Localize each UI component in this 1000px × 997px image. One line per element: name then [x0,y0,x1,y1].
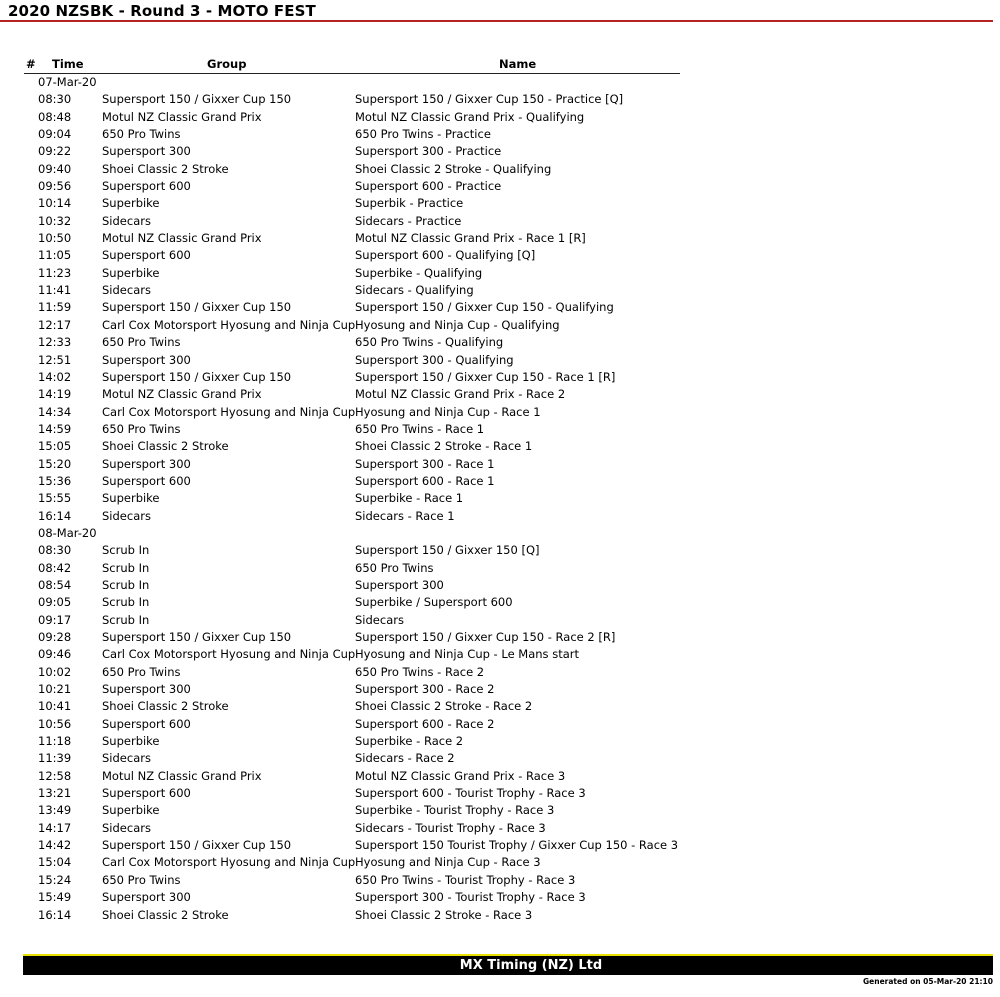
session-row [0,352,1000,369]
date-row [0,525,1000,542]
session-row [0,854,1000,871]
session-row [0,299,1000,316]
session-name: Shoei Classic 2 Stroke - Race 1 [355,439,533,454]
session-time: 13:21 [38,786,72,801]
date-row [0,74,1000,91]
session-name: Supersport 300 - Race 2 [355,682,495,697]
session-name: Hyosung and Ninja Cup - Le Mans start [355,647,579,662]
session-time: 08:30 [38,92,72,107]
session-time: 11:39 [38,751,72,766]
session-name: Hyosung and Ninja Cup - Race 3 [355,855,541,870]
session-time: 10:50 [38,231,72,246]
session-row [0,421,1000,438]
session-row [0,178,1000,195]
session-row [0,577,1000,594]
session-name: Superbike - Qualifying [355,265,483,280]
session-time: 15:20 [38,456,72,471]
session-name: Hyosung and Ninja Cup - Race 1 [355,404,541,419]
schedule-table [0,56,1000,922]
session-name: Motul NZ Classic Grand Prix - Qualifying [355,109,585,124]
session-name: Superbike - Tourist Trophy - Race 3 [355,803,555,818]
session-name: Supersport 150 Tourist Trophy / Gixxer Cup 150 - Race 3 [355,838,679,853]
session-row [0,594,1000,611]
session-time: 10:56 [38,716,72,731]
date-label: 08-Mar-20 [38,525,97,540]
session-time: 10:21 [38,682,72,697]
session-row [0,213,1000,230]
session-name: 650 Pro Twins [355,560,434,575]
session-name: Supersport 300 - Qualifying [355,352,514,367]
session-group: Motul NZ Classic Grand Prix [102,109,262,124]
session-time: 11:41 [38,283,72,298]
session-row [0,143,1000,160]
session-group: Shoei Classic 2 Stroke [102,161,229,176]
session-name: Sidecars [355,612,404,627]
session-time: 09:46 [38,647,72,662]
session-name: Sidecars - Tourist Trophy - Race 3 [355,820,546,835]
session-row [0,508,1000,525]
session-row [0,195,1000,212]
session-row [0,230,1000,247]
session-row [0,837,1000,854]
session-group: Superbike [102,491,160,506]
session-row [0,768,1000,785]
session-group: Superbike [102,734,160,749]
session-time: 09:22 [38,144,72,159]
session-row [0,247,1000,264]
session-name: Supersport 600 - Practice [355,179,502,194]
session-name: 650 Pro Twins - Race 1 [355,421,485,436]
session-row [0,646,1000,663]
session-time: 10:41 [38,699,72,714]
session-time: 14:59 [38,421,72,436]
session-group: Supersport 600 [102,473,191,488]
session-time: 11:18 [38,734,72,749]
session-row [0,629,1000,646]
session-name: Supersport 150 / Gixxer Cup 150 - Race 2 [R] [355,630,616,644]
session-group: Motul NZ Classic Grand Prix [102,387,262,402]
session-name: Hyosung and Ninja Cup - Qualifying [355,317,560,332]
session-time: 15:49 [38,890,72,905]
session-row [0,907,1000,924]
session-group: Supersport 600 [102,786,191,801]
session-name: 650 Pro Twins - Race 2 [355,664,485,679]
session-time: 10:32 [38,213,72,228]
session-group: Carl Cox Motorsport Hyosung and Ninja Cup [102,647,356,662]
session-time: 15:55 [38,491,72,506]
session-group: Supersport 150 / Gixxer Cup 150 [102,92,292,107]
session-name: Supersport 150 / Gixxer Cup 150 - Race 1 [R] [355,369,616,384]
session-time: 16:14 [38,508,72,523]
session-group: Supersport 300 [102,352,191,367]
table-header [0,56,1000,73]
session-row [0,91,1000,108]
date-label: 07-Mar-20 [38,75,97,89]
session-time: 12:33 [38,335,72,350]
session-group: Carl Cox Motorsport Hyosung and Ninja Cup [102,317,356,332]
session-row [0,109,1000,126]
session-name: Superbike - Race 2 [355,734,464,749]
session-name: Motul NZ Classic Grand Prix - Race 3 [355,768,566,783]
session-row [0,560,1000,577]
session-time: 09:05 [38,595,72,610]
session-name: Sidecars - Race 1 [355,508,455,523]
session-time: 08:30 [38,543,72,558]
session-name: Sidecars - Practice [355,213,462,228]
session-group: Sidecars [102,283,151,298]
session-row [0,681,1000,698]
footer-bar [23,956,993,975]
page-title: 2020 NZSBK - Round 3 - MOTO FEST [8,2,316,20]
session-group: Scrub In [102,595,150,610]
session-name: 650 Pro Twins - Tourist Trophy - Race 3 [355,872,576,887]
session-group: 650 Pro Twins [102,335,181,350]
session-time: 09:17 [38,612,72,627]
session-name: 650 Pro Twins - Practice [355,127,491,142]
session-time: 15:24 [38,872,72,887]
header-time: Time [52,57,84,71]
session-name: Superbik - Practice [355,196,464,211]
session-name: Supersport 600 - Race 1 [355,473,495,488]
session-time: 08:48 [38,109,72,124]
session-name: Supersport 300 - Race 1 [355,456,495,471]
header-name: Name [499,57,537,71]
session-time: 09:04 [38,127,72,142]
session-group: Supersport 150 / Gixxer Cup 150 [102,838,292,853]
session-row [0,473,1000,490]
session-row [0,802,1000,819]
session-group: Carl Cox Motorsport Hyosung and Ninja Cup [102,855,356,870]
session-row [0,820,1000,837]
session-row [0,282,1000,299]
session-group: Sidecars [102,213,151,228]
session-group: Sidecars [102,820,151,835]
session-time: 14:42 [38,838,72,853]
session-time: 12:58 [38,768,72,783]
session-time: 14:19 [38,387,72,402]
session-time: 14:02 [38,369,72,384]
session-name: Supersport 150 / Gixxer Cup 150 - Qualifying [355,300,614,315]
session-time: 16:14 [38,907,72,922]
session-group: Supersport 300 [102,456,191,471]
session-row [0,438,1000,455]
session-group: Scrub In [102,560,150,575]
session-group: Supersport 600 [102,716,191,731]
session-name: Supersport 600 - Qualifying [Q] [355,248,536,263]
session-group: Superbike [102,196,160,211]
session-group: Superbike [102,803,160,818]
session-time: 09:28 [38,630,72,644]
session-name: Superbike - Race 1 [355,491,464,506]
session-time: 08:42 [38,560,72,575]
session-group: Shoei Classic 2 Stroke [102,439,229,454]
session-name: Superbike / Supersport 600 [355,595,513,610]
session-group: 650 Pro Twins [102,664,181,679]
session-row [0,456,1000,473]
session-time: 11:59 [38,300,72,315]
session-time: 14:34 [38,404,72,419]
schedule-rows [0,74,1000,924]
session-row [0,872,1000,889]
session-row [0,785,1000,802]
session-name: Supersport 600 - Race 2 [355,716,495,731]
session-row [0,369,1000,386]
session-name: Supersport 150 / Gixxer 150 [Q] [355,543,540,558]
session-name: Shoei Classic 2 Stroke - Race 3 [355,907,533,922]
session-group: Supersport 300 [102,682,191,697]
session-group: Scrub In [102,543,150,558]
title-divider [0,20,993,22]
session-name: Supersport 150 / Gixxer Cup 150 - Practice [Q] [355,92,624,107]
session-time: 15:04 [38,855,72,870]
session-name: Shoei Classic 2 Stroke - Race 2 [355,699,533,714]
session-time: 14:17 [38,820,72,835]
session-group: 650 Pro Twins [102,872,181,887]
session-group: Supersport 150 / Gixxer Cup 150 [102,630,292,644]
session-time: 15:36 [38,473,72,488]
session-name: Supersport 300 - Tourist Trophy - Race 3 [355,890,586,905]
session-time: 11:23 [38,265,72,280]
session-group: Scrub In [102,612,150,627]
session-name: Supersport 600 - Tourist Trophy - Race 3 [355,786,586,801]
session-time: 13:49 [38,803,72,818]
session-name: Motul NZ Classic Grand Prix - Race 2 [355,387,566,402]
session-row [0,612,1000,629]
session-time: 09:56 [38,179,72,194]
session-group: Supersport 300 [102,890,191,905]
session-group: Supersport 300 [102,144,191,159]
session-time: 10:02 [38,664,72,679]
session-row [0,750,1000,767]
session-group: 650 Pro Twins [102,421,181,436]
session-time: 11:05 [38,248,72,263]
session-time: 10:14 [38,196,72,211]
session-name: Sidecars - Race 2 [355,751,455,766]
session-name: Supersport 300 - Practice [355,144,502,159]
session-row [0,265,1000,282]
session-name: Supersport 300 [355,577,444,592]
session-group: Supersport 600 [102,248,191,263]
session-row [0,698,1000,715]
session-group: Sidecars [102,751,151,766]
session-row [0,334,1000,351]
session-time: 12:51 [38,352,72,367]
session-row [0,664,1000,681]
session-name: Motul NZ Classic Grand Prix - Race 1 [R] [355,231,586,246]
session-name: Shoei Classic 2 Stroke - Qualifying [355,161,552,176]
session-row [0,161,1000,178]
session-group: Sidecars [102,508,151,523]
session-group: Carl Cox Motorsport Hyosung and Ninja Cup [102,404,356,419]
header-group: Group [207,57,247,71]
session-group: 650 Pro Twins [102,127,181,142]
session-name: 650 Pro Twins - Qualifying [355,335,504,350]
session-time: 09:40 [38,161,72,176]
session-row [0,404,1000,421]
session-name: Sidecars - Qualifying [355,283,474,298]
session-row [0,490,1000,507]
session-group: Shoei Classic 2 Stroke [102,699,229,714]
session-row [0,126,1000,143]
session-row [0,889,1000,906]
session-row [0,386,1000,403]
session-group: Motul NZ Classic Grand Prix [102,231,262,246]
session-group: Supersport 150 / Gixxer Cup 150 [102,300,292,315]
session-time: 15:05 [38,439,72,454]
session-group: Motul NZ Classic Grand Prix [102,768,262,783]
session-time: 12:17 [38,317,72,332]
session-group: Scrub In [102,577,150,592]
session-group: Supersport 600 [102,179,191,194]
session-time: 08:54 [38,577,72,592]
generated-timestamp: Generated on 05-Mar-20 21:10 [863,977,993,986]
session-row [0,542,1000,559]
session-row [0,317,1000,334]
session-row [0,716,1000,733]
session-group: Shoei Classic 2 Stroke [102,907,229,922]
session-row [0,733,1000,750]
session-group: Superbike [102,265,160,280]
header-number: # [26,57,36,71]
footer-company: MX Timing (NZ) Ltd [459,958,603,973]
session-group: Supersport 150 / Gixxer Cup 150 [102,369,292,384]
